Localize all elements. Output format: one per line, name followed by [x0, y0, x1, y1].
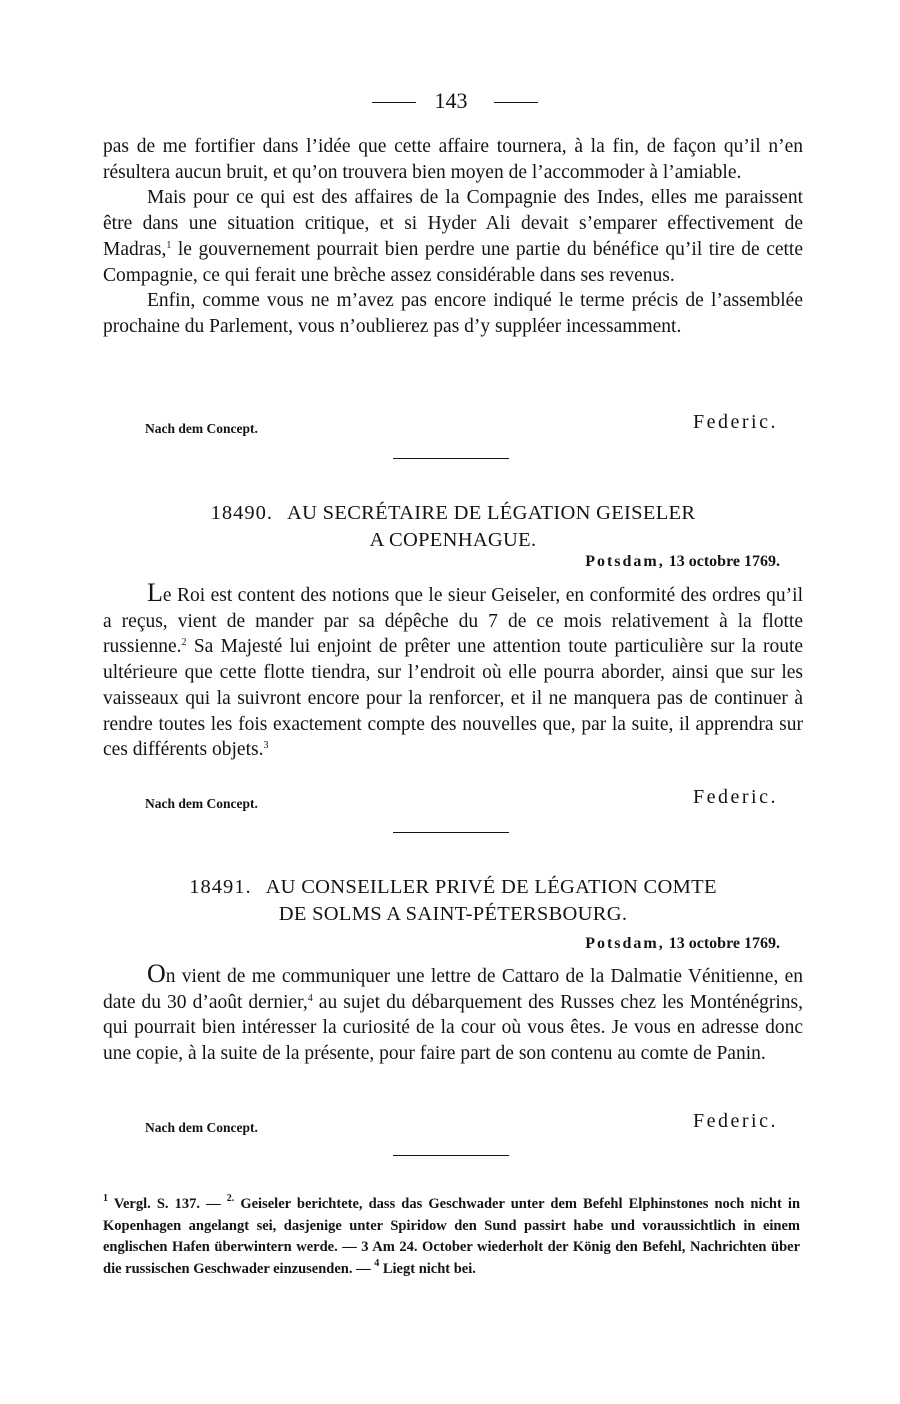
paragraph: pas de me fortifier dans l’idée que cette affaire tournera, à la fin, de façon qu’il n’en résultera aucun bruit, et qu’on trouvera bien moyen de l’accommoder à l’amiable.: [103, 136, 803, 183]
heading-text: AU CONSEILLER PRIVÉ DE LÉGATION COMTE: [265, 876, 717, 898]
paragraph: [103, 961, 803, 1067]
heading-line: A COPENHAGUE.: [369, 529, 537, 551]
paragraph-text: e Roi est content des notions que le sieur Geiseler, en conformité des ordres qu’il a reçus, vient de mander par sa dépêche du 7 de ce mois relativement à la flotte russienne.: [103, 585, 803, 658]
paragraph-text: le gouvernement pourrait bien perdre une partie du bénéfice qu’il tire de cette Compagnie, ce qui ferait une brèche assez considérable dans ses revenus.: [103, 238, 804, 286]
heading-line: [103, 874, 803, 901]
header-rule-right: [494, 102, 538, 103]
footnote-marker: 2: [181, 637, 187, 649]
footnote-text: Liegt nicht bei.: [382, 1260, 476, 1277]
letter-number: 18491.: [189, 876, 252, 898]
drop-cap: L: [147, 578, 163, 607]
paragraph-text: au sujet du débarquement des Russes chez les Monténégrins, qui pourrait bien intéresser la curiosité de la cour où vous êtes. Je vous en adresse donc une copie, à la suite de la présente, pour faire part de son contenu au comte de Panin.: [103, 991, 803, 1065]
footnote-marker: 4: [307, 992, 313, 1004]
paragraph: [103, 185, 803, 288]
signature-row: [145, 411, 778, 437]
letter-body: [103, 961, 803, 1067]
signature: Federic.: [693, 1110, 778, 1132]
footnote-marker: 3: [263, 740, 269, 752]
paragraph-text: n vient de me communiquer une lettre de Cattaro de la Dalmatie Vénitienne, en date du 30 d’août dernier,: [103, 966, 803, 1013]
dateline-place: Potsdam,: [585, 935, 665, 952]
signature: Federic.: [693, 786, 778, 808]
section-divider: [393, 1155, 509, 1156]
page-header: [0, 88, 900, 118]
heading-text: AU SECRÉTAIRE DE LÉGATION GEISELER: [287, 502, 696, 524]
concept-note: Nach dem Concept.: [145, 796, 258, 811]
drop-cap: O: [147, 959, 166, 988]
paragraph-text: Mais pour ce qui est des affaires de la Compagnie des Indes, elles me paraissent être dans une situation critique, et si Hyder Ali devait s’emparer effectivement de Madras,: [103, 187, 803, 260]
letter-number: 18490.: [210, 502, 274, 524]
dateline-date: 13 octobre 1769.: [668, 553, 780, 570]
section-divider: [393, 832, 509, 833]
footnote-marker: 1: [166, 239, 172, 251]
section-divider: [393, 458, 509, 459]
footnote-text: Am 24. October wiederholt der König den Befehl, Nachrichten über die russischen Geschwader einzusenden.: [103, 1239, 801, 1277]
dateline: [585, 935, 780, 953]
signature-row: [145, 786, 778, 812]
concept-note: Nach dem Concept.: [145, 1120, 258, 1135]
footnote-marker: 2.: [226, 1193, 235, 1204]
footnote-marker: 1: [103, 1193, 108, 1204]
dateline-date: 13 octobre 1769.: [668, 935, 780, 952]
signature: Federic.: [693, 411, 778, 433]
page-number: 143: [434, 88, 468, 113]
concept-note: Nach dem Concept.: [145, 421, 258, 436]
footnote-text: Vergl. S. 137.: [113, 1196, 201, 1212]
previous-letter-continuation: [103, 134, 803, 340]
footnotes: $^1$ Vergl. S. 137. — $^{2.}$ Geiseler berichtete, dass das Geschwader unter dem Befehl Elphinstones noch nicht in Kopenhagen angelangt sei, dasjenige unter Spiridow den Sund passirt habe und voraussichtlich in einem englischen Hafen überwintern werde. — 3 Am 24. October wiederholt der König den Befehl, Nachrichten über die russischen Geschwader einzusenden. — $^4$ Liegt nicht bei.: [103, 1193, 801, 1277]
letter-heading: [103, 500, 803, 554]
letter-body: [103, 580, 803, 763]
heading-line: DE SOLMS A SAINT-PÉTERSBOURG.: [278, 903, 628, 925]
letter-heading: [103, 874, 803, 928]
footnote-marker: 3: [361, 1239, 369, 1255]
paragraph: Enfin, comme vous ne m’avez pas encore indiqué le terme précis de l’assemblée prochaine du Parlement, vous n’oublierez pas d’y suppléer incessamment.: [103, 290, 803, 337]
heading-line: [103, 500, 803, 527]
paragraph: [103, 580, 803, 763]
paragraph-text: Sa Majesté lui enjoint de prêter une attention toute particulière sur la route ultérieure que cette flotte tiendra, sur l’endroit où elle pourra aborder, ainsi que sur les vaisseaux qui la suivront encore pour la renforcer, et il ne manquera pas de continuer à rendre toutes les fois exactement compte des nouvelles que, par la suite, il apprendra sur ces différents objets.: [103, 636, 804, 761]
footnote-text: Geiseler berichtete, dass das Geschwader unter dem Befehl Elphinstones noch nicht in Kopenhagen angelangt sei, dasjenige unter Spiridow den Sund passirt habe und voraussichtlich in einem englischen Hafen überwintern werde.: [103, 1196, 801, 1255]
dateline: [585, 553, 780, 571]
footnote-marker: 4: [374, 1257, 380, 1269]
signature-row: [145, 1110, 778, 1136]
dateline-place: Potsdam,: [585, 553, 665, 570]
header-rule-left: [372, 102, 416, 103]
